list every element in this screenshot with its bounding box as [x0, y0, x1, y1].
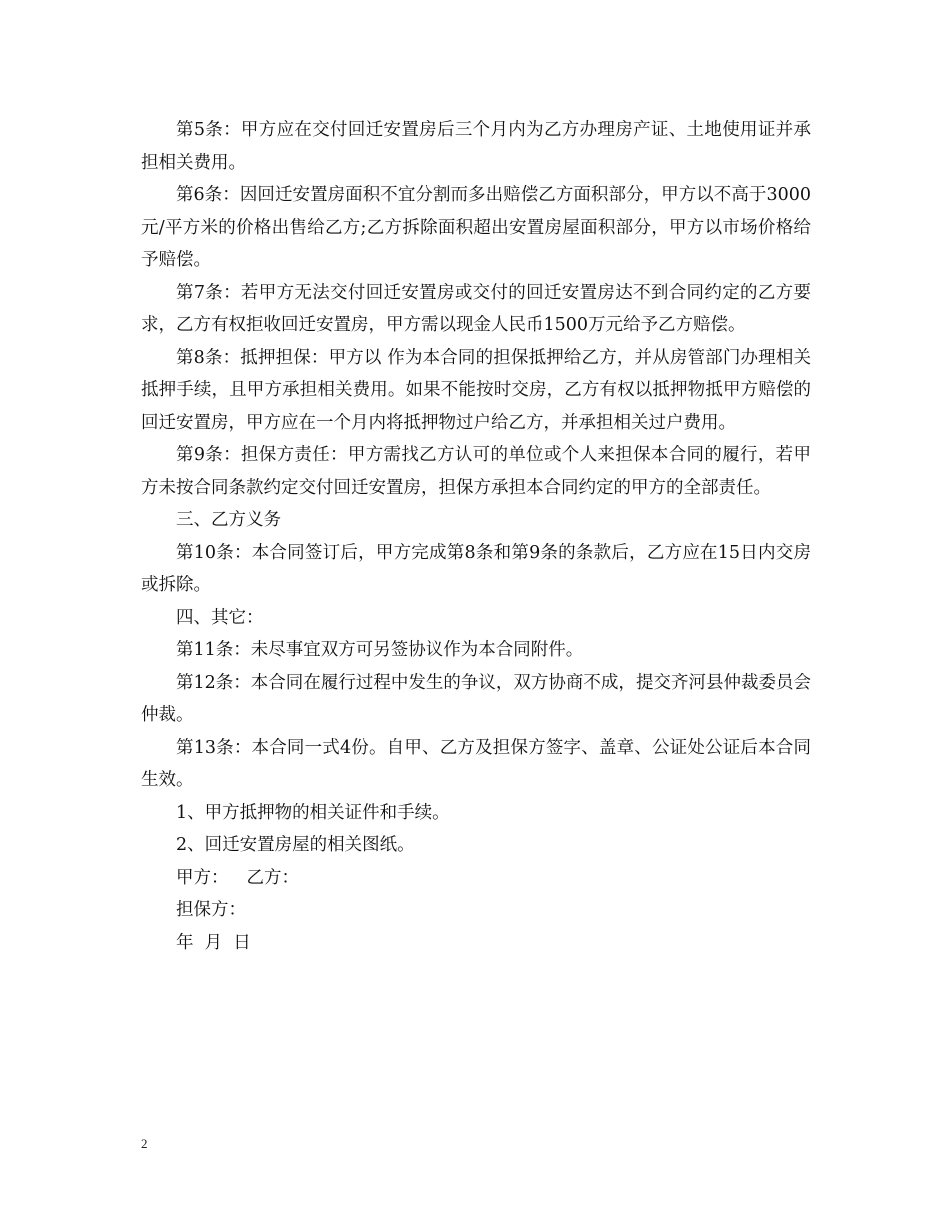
clause-9: 第9条：担保方责任：甲方需找乙方认可的单位或个人来担保本合同的履行，若甲方未按合同条款约定交付回迁安置房，担保方承担本合同约定的甲方的全部责任。 — [141, 445, 811, 498]
clause-11: 第11条：未尽事宜双方可另签协议作为本合同附件。 — [176, 640, 584, 660]
signature-date: 年 月 日 — [176, 932, 251, 953]
party-b-label: 乙方： — [246, 867, 299, 888]
attachment-2: 2、回迁安置房屋的相关图纸。 — [176, 835, 415, 855]
guarantor-label: 担保方： — [176, 900, 246, 920]
section-3-heading: 三、乙方义务 — [176, 510, 281, 530]
clause-5: 第5条：甲方应在交付回迁安置房后三个月内为乙方办理房产证、土地使用证并承担相关费用。 — [141, 120, 811, 173]
page-number: 2 — [141, 1136, 148, 1151]
party-a-label: 甲方： — [176, 867, 229, 888]
section-4-heading: 四、其它： — [176, 607, 264, 628]
clause-8: 第8条：抵押担保：甲方以 作为本合同的担保抵押给乙方，并从房管部门办理相关抵押手续，且甲方承担相关费用。如果不能按时交房，乙方有权以抵押物抵甲方赔偿的回迁安置房，甲方应在一个月内将抵押物过户给乙方，并承担相关过户费用。 — [141, 347, 811, 433]
clause-10: 第10条：本合同签订后，甲方完成第8条和第9条的条款后，乙方应在15日内交房或拆除。 — [141, 542, 811, 595]
clause-6: 第6条：因回迁安置房面积不宜分割而多出赔偿乙方面积部分，甲方以不高于3000元/平方米的价格出售给乙方;乙方拆除面积超出安置房屋面积部分，甲方以市场价格给予赔偿。 — [141, 185, 811, 270]
clause-7: 第7条：若甲方无法交付回迁安置房或交付的回迁安置房达不到合同约定的乙方要求，乙方有权拒收回迁安置房，甲方需以现金人民币1500万元给予乙方赔偿。 — [141, 282, 811, 335]
clause-13: 第13条：本合同一式4份。自甲、乙方及担保方签字、盖章、公证处公证后本合同生效。 — [141, 737, 811, 790]
attachment-1: 1、甲方抵押物的相关证件和手续。 — [176, 802, 450, 823]
signature-parties-line — [141, 862, 811, 895]
clause-12: 第12条：本合同在履行过程中发生的争议，双方协商不成，提交齐河县仲裁委员会仲裁。 — [141, 672, 811, 725]
document-body — [141, 114, 811, 959]
